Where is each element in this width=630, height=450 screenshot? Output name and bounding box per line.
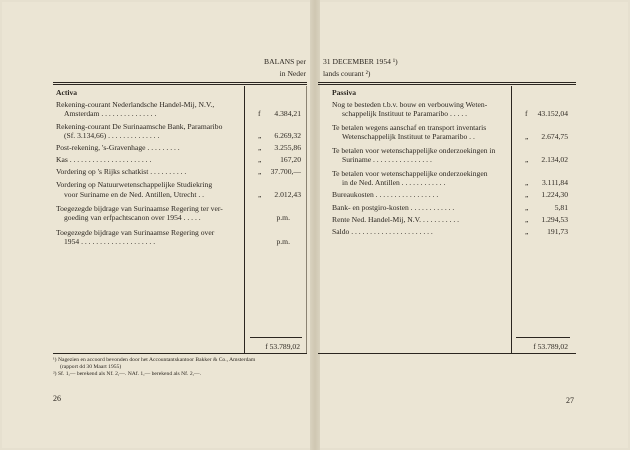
passiva-item-3-line-2: Suriname . . . . . . . . . . . . . . . . bbox=[342, 155, 432, 164]
activa-item-2-prefix: „ bbox=[258, 131, 262, 140]
passiva-item-5-amount: 1.224,30 bbox=[541, 190, 568, 199]
passiva-total-rule bbox=[516, 337, 570, 338]
passiva-item-1-amount: 43.152,04 bbox=[537, 109, 568, 118]
page-number-right: 27 bbox=[566, 396, 574, 405]
title-right-line2: lands courant ²) bbox=[323, 69, 371, 78]
title-right-line1: 31 DECEMBER 1954 ¹) bbox=[323, 57, 398, 66]
passiva-item-1-prefix: f bbox=[525, 109, 528, 118]
activa-item-8-line-2: 1954 . . . . . . . . . . . . . . . . . . . . bbox=[64, 237, 156, 246]
activa-item-2-line-2: (Sf. 3.134,66) . . . . . . . . . . . . . . bbox=[64, 131, 160, 140]
activa-total-rule bbox=[250, 337, 302, 338]
passiva-item-8-line-1: Saldo . . . . . . . . . . . . . . . . . . . . . . bbox=[332, 227, 433, 236]
passiva-item-5-line-1: Bureaukosten . . . . . . . . . . . . . . . . . bbox=[332, 190, 439, 199]
title-left-line1: BALANS per bbox=[264, 57, 306, 66]
passiva-item-3-amount: 2.134,02 bbox=[541, 155, 568, 164]
footnote-1-cont: (rapport dd 30 Maart 1955) bbox=[60, 364, 122, 370]
table-top-rule-right bbox=[318, 82, 576, 83]
passiva-item-8-prefix: „ bbox=[525, 227, 529, 236]
passiva-item-5-prefix: „ bbox=[525, 190, 529, 199]
activa-item-1-prefix: f bbox=[258, 109, 261, 118]
passiva-item-6-prefix: „ bbox=[525, 203, 529, 212]
activa-item-6-line-1: Vordering op Natuurwetenschappelijke Studiekring bbox=[56, 180, 213, 189]
activa-item-5-prefix: „ bbox=[258, 167, 262, 176]
activa-item-4-prefix: „ bbox=[258, 155, 262, 164]
activa-item-4-amount: 167,20 bbox=[280, 155, 301, 164]
passiva-item-6-amount: 5,81 bbox=[554, 203, 568, 212]
footnote-2: ²) Sf. 1,— berekend als Nf. 2,—. NAf. 1,— berekend als Nf. 2,—. bbox=[53, 371, 202, 377]
footnote-1: ¹) Nagezien en accoord bevonden door het Accountantskantoor Bakker & Co., Amsterdam bbox=[53, 357, 256, 363]
inner-edge-rule bbox=[306, 86, 307, 353]
activa-item-2-line-1: Rekening-courant De Surinaamsche Bank, Paramaribo bbox=[56, 122, 223, 131]
activa-item-1-line-2: Amsterdam . . . . . . . . . . . . . . . bbox=[64, 109, 157, 118]
passiva-item-1-line-1: Nog te besteden t.b.v. bouw en verbouwing Weten- bbox=[332, 100, 488, 109]
activa-total: f 53.789,02 bbox=[265, 342, 300, 351]
passiva-item-2-line-1: Te betalen wegens aanschaf en transport inventaris bbox=[332, 123, 487, 132]
passiva-item-7-amount: 1.294,53 bbox=[541, 215, 568, 224]
activa-item-3-amount: 3.255,86 bbox=[274, 143, 301, 152]
page-number-left: 26 bbox=[53, 394, 61, 403]
passiva-total: f 53.789,02 bbox=[533, 342, 568, 351]
activa-item-5-line-1: Vordering op 's Rijks schatkist . . . . . . . . . . bbox=[56, 167, 187, 176]
passiva-item-3-prefix: „ bbox=[525, 155, 529, 164]
table-bottom-rule-left bbox=[53, 353, 307, 354]
activa-item-6-line-2: voor Suriname en de Ned. Antillen, Utrecht . . bbox=[64, 190, 205, 199]
activa-item-1-line-1: Rekening-courant Nederlandsche Handel-Mij, N.V., bbox=[56, 100, 215, 109]
activa-item-5-amount: 37.700,— bbox=[270, 167, 301, 176]
amount-column-rule-left bbox=[244, 86, 245, 353]
table-top-rule-right-2 bbox=[318, 84, 576, 85]
passiva-item-2-prefix: „ bbox=[525, 132, 529, 141]
activa-item-4-line-1: Kas . . . . . . . . . . . . . . . . . . . . . . bbox=[56, 155, 152, 164]
passiva-item-8-amount: 191,73 bbox=[547, 227, 568, 236]
passiva-item-7-prefix: „ bbox=[525, 215, 529, 224]
title-left-line2: in Neder bbox=[279, 69, 306, 78]
book-gutter bbox=[310, 0, 320, 450]
passiva-item-7-line-1: Rente Ned. Handel-Mij, N.V. . . . . . . . . . . bbox=[332, 215, 460, 224]
activa-item-2-amount: 6.269,32 bbox=[274, 131, 301, 140]
activa-item-7-amount: p.m. bbox=[276, 213, 290, 222]
activa-item-1-amount: 4.384,21 bbox=[274, 109, 301, 118]
amount-column-rule-right bbox=[511, 86, 512, 353]
passiva-heading: Passiva bbox=[332, 88, 357, 97]
table-top-rule-left bbox=[53, 82, 307, 83]
activa-item-7-line-2: goeding van erfpachtscanon over 1954 . . . . . bbox=[64, 213, 201, 222]
passiva-item-2-line-2: Wetenschappelijk Instituut te Paramaribo . . bbox=[342, 132, 475, 141]
activa-item-8-line-1: Toegezegde bijdrage van Surinaamse Regering over bbox=[56, 228, 215, 237]
passiva-item-1-line-2: schappelijk Instituut te Paramaribo . . . . . bbox=[342, 109, 468, 118]
passiva-item-4-line-2: in de Ned. Antillen . . . . . . . . . . . . bbox=[342, 178, 446, 187]
passiva-item-6-line-1: Bank- en postgiro-kosten . . . . . . . . . . . . bbox=[332, 203, 455, 212]
passiva-item-4-prefix: „ bbox=[525, 178, 529, 187]
passiva-item-4-amount: 3.111,84 bbox=[541, 178, 568, 187]
passiva-item-4-line-1: Te betalen voor wetenschappelijke onderzoekingen bbox=[332, 169, 488, 178]
passiva-item-3-line-1: Te betalen voor wetenschappelijke onderzoekingen in bbox=[332, 146, 496, 155]
activa-item-3-line-1: Post-rekening, 's-Gravenhage . . . . . . . . . bbox=[56, 143, 180, 152]
table-bottom-rule-right bbox=[318, 353, 576, 354]
activa-item-6-prefix: „ bbox=[258, 190, 262, 199]
passiva-item-2-amount: 2.674,75 bbox=[541, 132, 568, 141]
activa-item-6-amount: 2.012,43 bbox=[274, 190, 301, 199]
activa-heading: Activa bbox=[56, 88, 78, 97]
activa-item-8-amount: p.m. bbox=[276, 237, 290, 246]
table-top-rule-left-2 bbox=[53, 84, 307, 85]
activa-item-3-prefix: „ bbox=[258, 143, 262, 152]
activa-item-7-line-1: Toegezegde bijdrage van Surinaamse Regering ter ver- bbox=[56, 204, 223, 213]
